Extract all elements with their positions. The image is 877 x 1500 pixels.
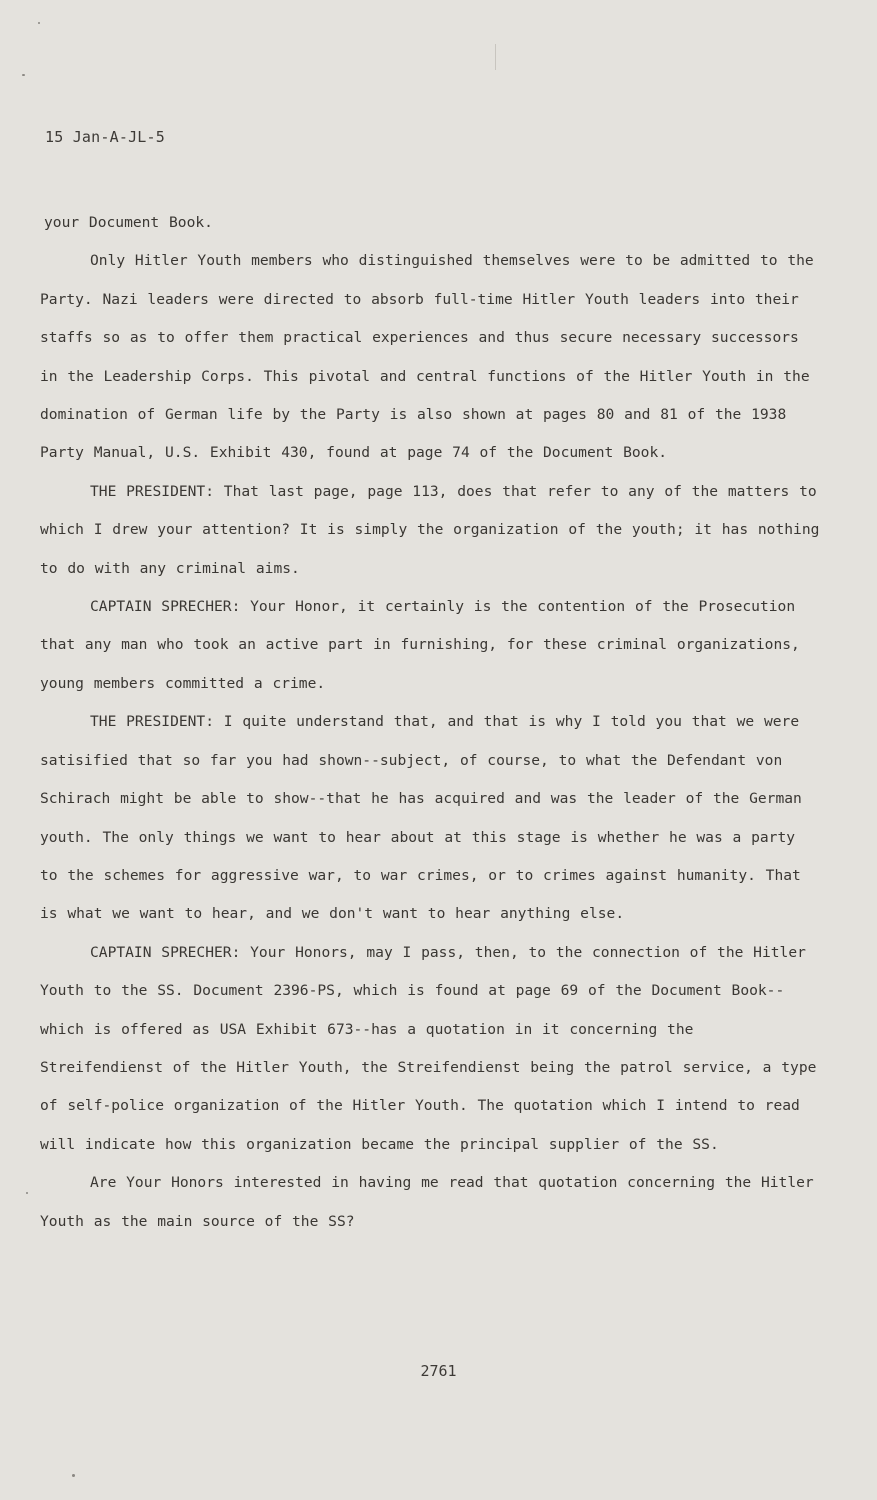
paragraph: CAPTAIN SPRECHER: Your Honors, may I pass, then, to the connection of the Hitler Youth to the SS. Document 2396-PS, which is found at page 69 of the Document Book--which is offered as USA Exhibit 673--has a quotation in it concerning the Streifendienst of the Hitler Youth, the Streifendienst being the patrol service, a type of self-police organization of the Hitler Youth. The quotation which I intend to read will indicate how this organization became the principal supplier of the SS. (40, 943, 817, 1153)
document-header: 15 Jan-A-JL-5 (45, 128, 165, 146)
paper-speck (26, 1192, 28, 1194)
paper-fold-mark (495, 44, 496, 70)
paragraph: CAPTAIN SPRECHER: Your Honor, it certainly is the contention of the Prosecution that any man who took an active part in furnishing, for these criminal organizations, young members committed a crime. (40, 598, 800, 692)
paragraph: Are Your Honors interested in having me read that quotation concerning the Hitler Youth as the main source of the SS? (40, 1174, 814, 1230)
document-body (40, 204, 820, 1241)
paper-speck (38, 22, 40, 24)
page-number: 2761 (420, 1362, 457, 1380)
paragraph: your Document Book. (44, 214, 213, 231)
paragraph: THE PRESIDENT: That last page, page 113, does that refer to any of the matters to which I drew your attention? It is simply the organization of the youth; it has nothing to do with any criminal aims. (40, 482, 820, 577)
paper-speck (72, 1474, 75, 1477)
paper-speck (22, 74, 25, 76)
paragraph: Only Hitler Youth members who distinguished themselves were to be admitted to the Party. Nazi leaders were directed to absorb full-time Hitler Youth leaders into their staffs so as to offer them practical experiences and thus secure necessary successors in the Leadership Corps. This pivotal and central functions of the Hitler Youth in the domination of German life by the Party is also shown at pages 80 and 81 of the 1938 Party Manual, U.S. Exhibit 430, found at page 74 of the Document Book. (40, 252, 814, 462)
paragraph: THE PRESIDENT: I quite understand that, and that is why I told you that we were satisified that so far you had shown--subject, of course, to what the Defendant von Schirach might be able to show--that he has acquired and was the leader of the German youth. The only things we want to hear about at this stage is whether he was a party to the schemes for aggressive war, to war crimes, or to crimes against humanity. That is what we want to hear, and we don't want to hear anything else. (40, 713, 802, 923)
